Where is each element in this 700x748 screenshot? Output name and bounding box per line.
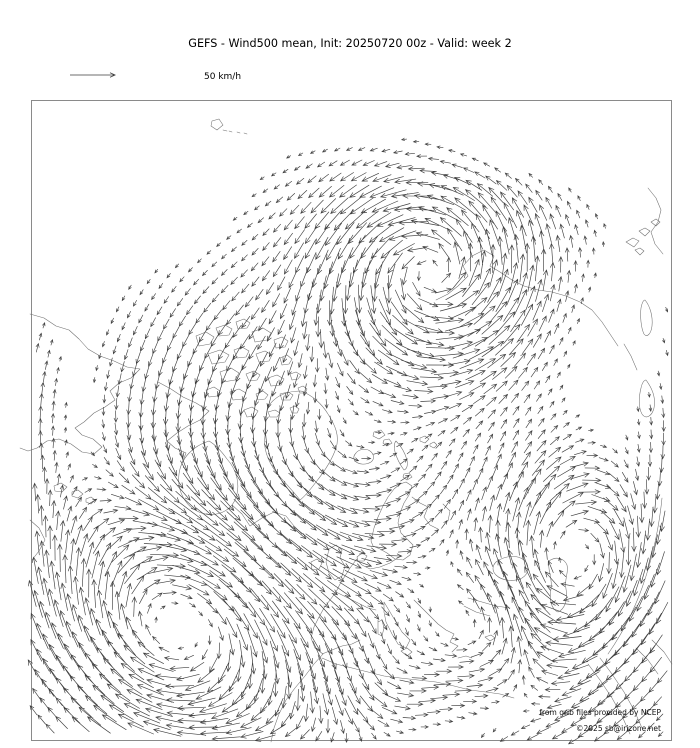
coast-kamchatka [648,188,663,254]
coast-france-iberia-africa [271,560,360,742]
coast-alaska [20,314,140,454]
attribution-source: from grib files provided by NCEP [539,708,661,717]
wind-arrows [28,138,668,744]
chart-title: GEFS - Wind500 mean, Init: 20250720 00z - Valid: week 2 [188,37,512,50]
coast-japan [626,219,660,255]
coast-novaya-zemlya [394,436,437,480]
legend-arrow-icon [70,73,115,77]
legend-label: 50 km/h [204,72,242,82]
coast-sakhalin [641,300,653,336]
attribution-copyright: ©2025 sb@irizone.net [576,724,661,733]
coast-iceland [354,449,374,464]
coast-balkans-greece [414,600,472,658]
coast-hawaii [211,119,247,134]
legend [70,72,241,82]
